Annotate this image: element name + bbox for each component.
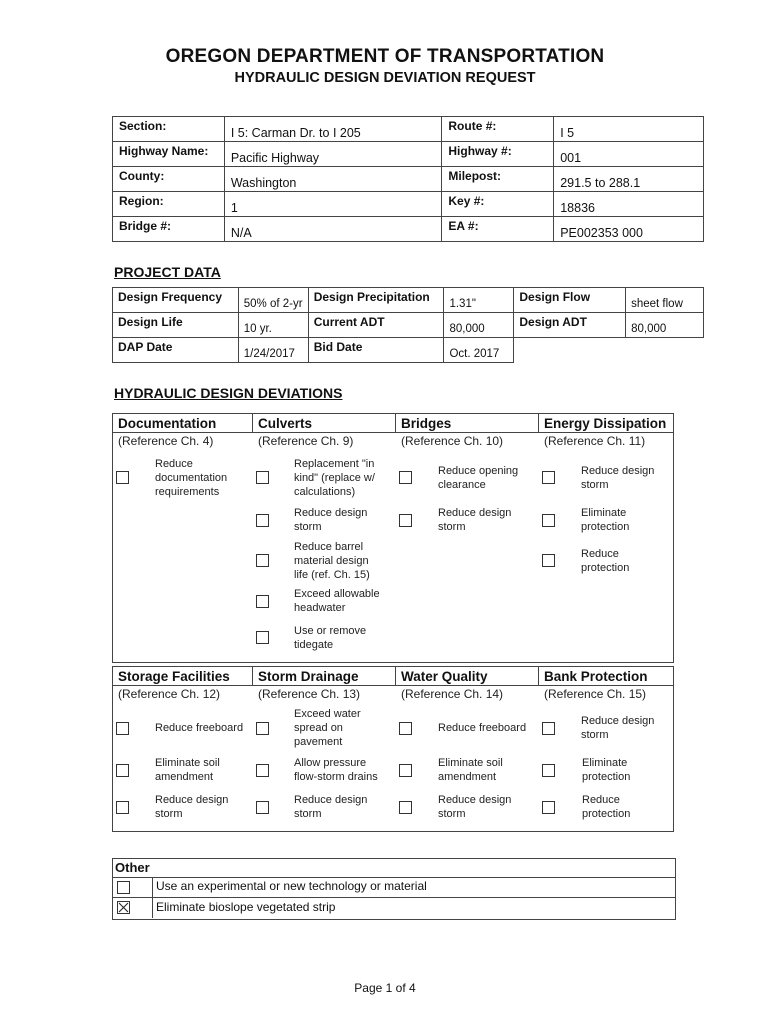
empty-cell (626, 338, 704, 363)
design-frequency-value[interactable]: 50% of 2-yr (238, 288, 308, 313)
option-reduce-opening-clearance: Reduce opening clearance (438, 465, 519, 491)
option-water-reduce-freeboard: Reduce freeboard (438, 722, 527, 734)
documentation-reference: (Reference Ch. 4) (118, 434, 214, 448)
design-precipitation-label: Design Precipitation (308, 288, 444, 313)
option-reduce-barrel-material: Reduce barrel material design life (ref. Ch. 15) (294, 541, 370, 581)
divider (152, 877, 153, 918)
option-experimental-technology: Use an experimental or new technology or material (156, 879, 427, 893)
divider (252, 666, 253, 685)
checkbox-culvert-reduce-design-storm[interactable] (256, 514, 269, 527)
option-culvert-reduce-design-storm: Reduce design storm (294, 507, 368, 533)
highway-name-value[interactable]: Pacific Highway (224, 142, 442, 167)
option-storage-reduce-design-storm: Reduce design storm (155, 794, 229, 820)
project-data-table (112, 287, 704, 363)
checkbox-bank-reduce-protection[interactable] (542, 801, 555, 814)
section-label: Section: (113, 117, 225, 142)
divider (112, 897, 676, 898)
highway-number-label: Highway #: (442, 142, 554, 167)
storm-drainage-reference: (Reference Ch. 13) (258, 687, 361, 701)
design-life-value[interactable]: 10 yr. (238, 313, 308, 338)
water-quality-reference: (Reference Ch. 14) (401, 687, 504, 701)
option-bank-eliminate-protection: Eliminate protection (582, 757, 631, 783)
divider (112, 432, 674, 433)
checkbox-water-reduce-freeboard[interactable] (399, 722, 412, 735)
county-value[interactable]: Washington (224, 167, 442, 192)
divider (252, 413, 253, 432)
checkbox-exceed-allowable-headwater[interactable] (256, 595, 269, 608)
option-energy-reduce-design-storm: Reduce design storm (581, 465, 655, 491)
project-data-heading: PROJECT DATA (114, 264, 221, 280)
deviation-grid-upper (112, 413, 674, 663)
option-bank-reduce-design-storm: Reduce design storm (581, 715, 655, 741)
checkbox-reduce-barrel-material[interactable] (256, 554, 269, 567)
highway-name-label: Highway Name: (113, 142, 225, 167)
checkbox-exceed-water-spread[interactable] (256, 722, 269, 735)
checkbox-eliminate-bioslope[interactable] (117, 901, 130, 914)
document-title: OREGON DEPARTMENT OF TRANSPORTATION (165, 46, 605, 67)
energy-dissipation-reference: (Reference Ch. 11) (544, 434, 646, 448)
checkbox-energy-reduce-protection[interactable] (542, 554, 555, 567)
divider (112, 685, 674, 686)
current-adt-label: Current ADT (308, 313, 444, 338)
empty-cell (514, 338, 626, 363)
ea-label: EA #: (442, 217, 554, 242)
county-label: County: (113, 167, 225, 192)
checkbox-reduce-opening-clearance[interactable] (399, 471, 412, 484)
option-allow-pressure-flow: Allow pressure flow-storm drains (294, 757, 378, 783)
checkmark-x-icon (118, 902, 129, 913)
option-bank-reduce-protection: Reduce protection (582, 794, 631, 820)
storage-facilities-reference: (Reference Ch. 12) (118, 687, 221, 701)
divider (395, 413, 396, 432)
key-value[interactable]: 18836 (554, 192, 704, 217)
checkbox-bank-reduce-design-storm[interactable] (542, 722, 555, 735)
checkbox-bank-eliminate-protection[interactable] (542, 764, 555, 777)
option-water-reduce-design-storm: Reduce design storm (438, 794, 512, 820)
culverts-title: Culverts (258, 416, 313, 431)
option-eliminate-bioslope: Eliminate bioslope vegetated strip (156, 900, 336, 914)
page-number: Page 1 of 4 (354, 981, 416, 995)
bridges-title: Bridges (401, 416, 452, 431)
storm-drainage-title: Storm Drainage (258, 669, 359, 684)
bid-date-label: Bid Date (308, 338, 444, 363)
option-exceed-allowable-headwater: Exceed allowable headwater (294, 588, 380, 614)
design-flow-value[interactable]: sheet flow (626, 288, 704, 313)
checkbox-experimental-technology[interactable] (117, 881, 130, 894)
bank-protection-title: Bank Protection (544, 669, 648, 684)
option-energy-eliminate-protection: Eliminate protection (581, 507, 630, 533)
checkbox-energy-eliminate-protection[interactable] (542, 514, 555, 527)
option-use-or-remove-tidegate: Use or remove tidegate (294, 625, 367, 651)
other-heading: Other (115, 860, 150, 875)
checkbox-energy-reduce-design-storm[interactable] (542, 471, 555, 484)
deviations-heading: HYDRAULIC DESIGN DEVIATIONS (114, 385, 343, 401)
milepost-value[interactable]: 291.5 to 288.1 (554, 167, 704, 192)
checkbox-storage-reduce-design-storm[interactable] (116, 801, 129, 814)
checkbox-water-eliminate-soil[interactable] (399, 764, 412, 777)
bridge-value[interactable]: N/A (224, 217, 442, 242)
option-storage-reduce-freeboard: Reduce freeboard (155, 722, 244, 734)
dap-date-value[interactable]: 1/24/2017 (238, 338, 308, 363)
milepost-label: Milepost: (442, 167, 554, 192)
design-adt-value[interactable]: 80,000 (626, 313, 704, 338)
section-value[interactable]: I 5: Carman Dr. to I 205 (224, 117, 442, 142)
route-label: Route #: (442, 117, 554, 142)
checkbox-use-or-remove-tidegate[interactable] (256, 631, 269, 644)
divider (538, 666, 539, 685)
water-quality-title: Water Quality (401, 669, 488, 684)
design-life-label: Design Life (113, 313, 239, 338)
divider (538, 413, 539, 432)
checkbox-reduce-documentation[interactable] (116, 471, 129, 484)
region-label: Region: (113, 192, 225, 217)
option-exceed-water-spread: Exceed water spread on pavement (294, 708, 361, 748)
option-storm-reduce-design-storm: Reduce design storm (294, 794, 368, 820)
storage-facilities-title: Storage Facilities (118, 669, 230, 684)
design-flow-label: Design Flow (514, 288, 626, 313)
option-bridge-reduce-design-storm: Reduce design storm (438, 507, 512, 533)
key-label: Key #: (442, 192, 554, 217)
culverts-reference: (Reference Ch. 9) (258, 434, 354, 448)
checkbox-storage-reduce-freeboard[interactable] (116, 722, 129, 735)
highway-number-value[interactable]: 001 (554, 142, 704, 167)
project-info-table (112, 116, 704, 242)
checkbox-bridge-reduce-design-storm[interactable] (399, 514, 412, 527)
checkbox-water-reduce-design-storm[interactable] (399, 801, 412, 814)
divider (112, 877, 676, 878)
option-energy-reduce-protection: Reduce protection (581, 548, 630, 574)
divider (395, 666, 396, 685)
design-frequency-label: Design Frequency (113, 288, 239, 313)
bridge-label: Bridge #: (113, 217, 225, 242)
option-water-eliminate-soil: Eliminate soil amendment (438, 757, 503, 783)
option-replacement-in-kind: Replacement "in kind" (replace w/ calculations) (294, 458, 375, 498)
ea-value[interactable]: PE002353 000 (554, 217, 704, 242)
region-value[interactable]: 1 (224, 192, 442, 217)
energy-dissipation-title: Energy Dissipation (544, 416, 667, 431)
checkbox-storm-reduce-design-storm[interactable] (256, 801, 269, 814)
checkbox-replacement-in-kind[interactable] (256, 471, 269, 484)
option-reduce-documentation: Reduce documentation requirements (155, 458, 228, 498)
bridges-reference: (Reference Ch. 10) (401, 434, 504, 448)
dap-date-label: DAP Date (113, 338, 239, 363)
bank-protection-reference: (Reference Ch. 15) (544, 687, 647, 701)
checkbox-storage-eliminate-soil[interactable] (116, 764, 129, 777)
design-adt-label: Design ADT (514, 313, 626, 338)
document-subtitle: HYDRAULIC DESIGN DEVIATION REQUEST (234, 70, 536, 86)
route-value[interactable]: I 5 (554, 117, 704, 142)
current-adt-value[interactable]: 80,000 (444, 313, 514, 338)
checkbox-allow-pressure-flow[interactable] (256, 764, 269, 777)
bid-date-value[interactable]: Oct. 2017 (444, 338, 514, 363)
documentation-title: Documentation (118, 416, 217, 431)
option-storage-eliminate-soil: Eliminate soil amendment (155, 757, 220, 783)
design-precipitation-value[interactable]: 1.31" (444, 288, 514, 313)
